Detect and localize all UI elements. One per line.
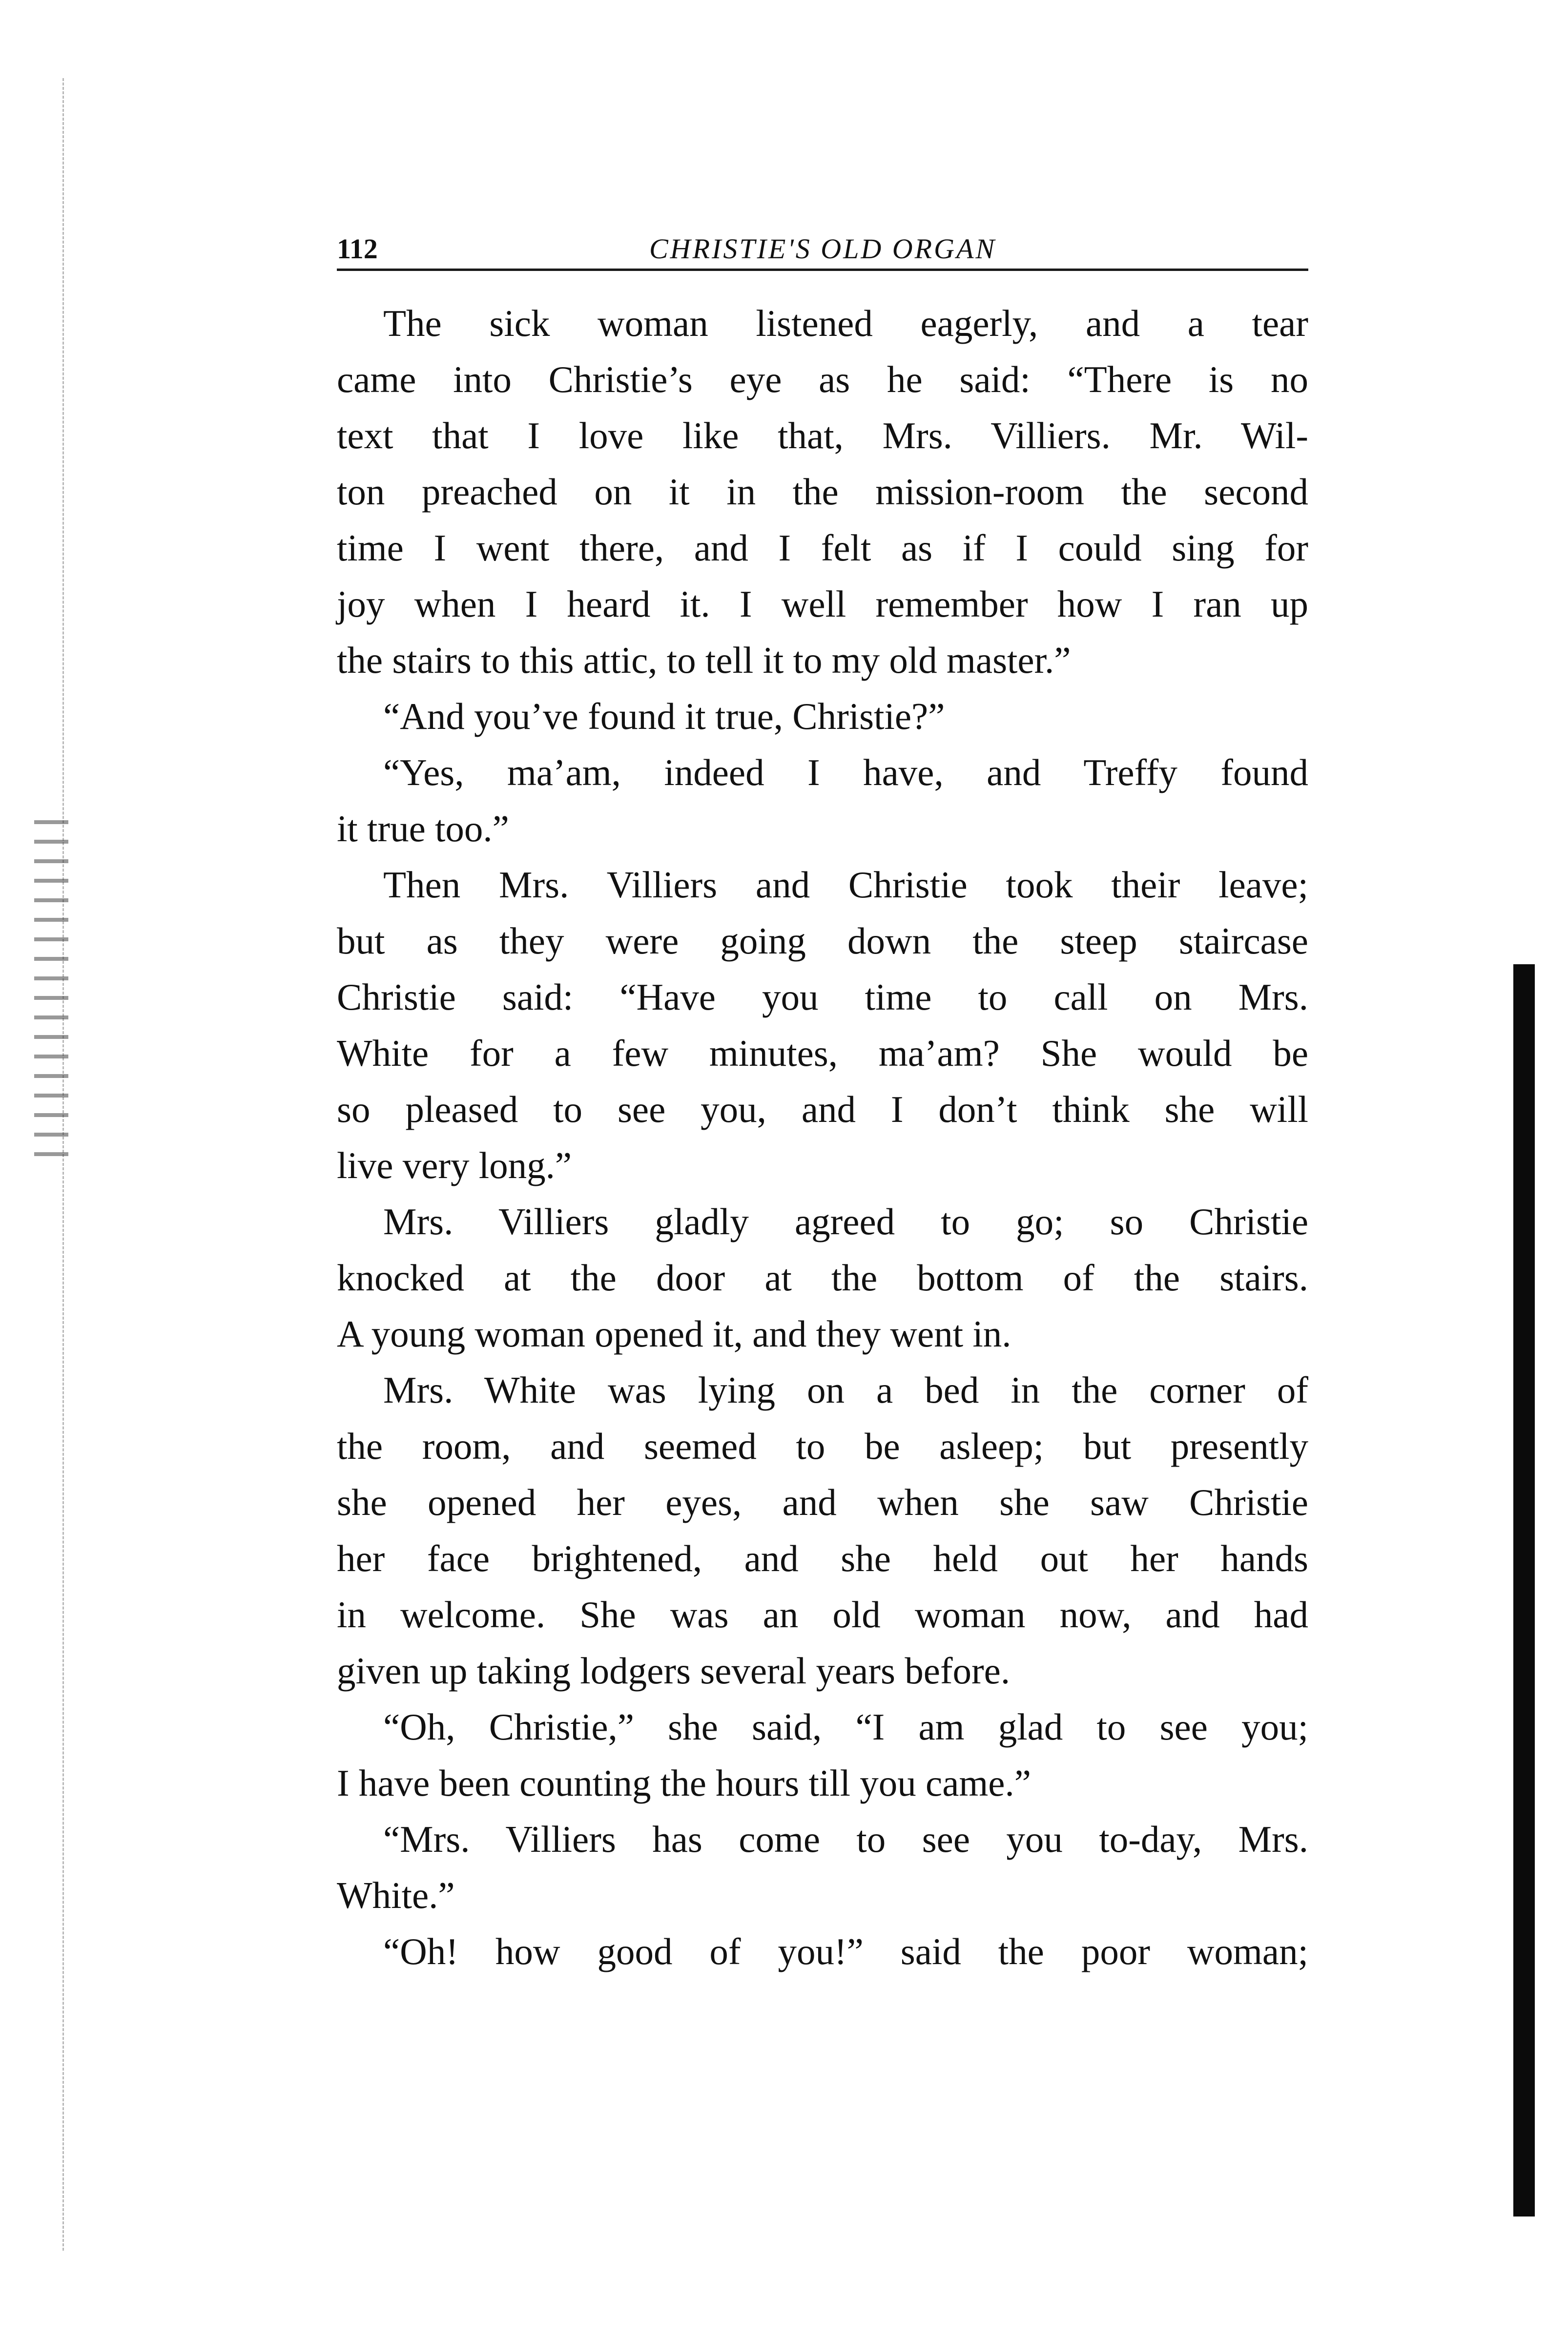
text-line: given up taking lodgers several years before. <box>337 1650 1011 1692</box>
text-line: I have been counting the hours till you came.” <box>337 1762 1031 1804</box>
text-line: it true too.” <box>337 808 509 849</box>
text-line: White.” <box>337 1874 455 1916</box>
text-line: Mrs. Villiers gladly agreed to go; so Christie <box>383 1201 1308 1243</box>
text-line: joy when I heard it. I well remember how I ran up <box>337 583 1308 625</box>
text-line: her face brightened, and she held out her hands <box>337 1537 1308 1579</box>
running-header <box>337 229 1308 271</box>
scan-edge-bar <box>1513 964 1535 2217</box>
text-line: but as they were going down the steep staircase <box>337 920 1308 962</box>
text-line: White for a few minutes, ma’am? She would be <box>337 1032 1308 1074</box>
scan-margin-rule <box>62 78 64 2251</box>
text-line: she opened her eyes, and when she saw Christie <box>337 1481 1308 1523</box>
text-line: live very long.” <box>337 1144 572 1186</box>
text-line: knocked at the door at the bottom of the stairs. <box>337 1257 1308 1299</box>
running-title: CHRISTIE'S OLD ORGAN <box>649 233 997 265</box>
text-line: came into Christie’s eye as he said: “There is no <box>337 358 1308 400</box>
text-line: ton preached on it in the mission-room the second <box>337 471 1308 513</box>
text-line: text that I love like that, Mrs. Villiers. Mr. Wil- <box>337 414 1308 456</box>
text-line: Then Mrs. Villiers and Christie took their leave; <box>383 864 1308 906</box>
scan-margin-specks <box>34 820 68 1162</box>
page-number: 112 <box>337 233 378 265</box>
text-line: “Yes, ma’am, indeed I have, and Treffy found <box>383 751 1308 793</box>
text-line: so pleased to see you, and I don’t think she will <box>337 1088 1308 1130</box>
text-line: time I went there, and I felt as if I could sing for <box>337 527 1308 569</box>
text-line: “Oh! how good of you!” said the poor woman; <box>383 1930 1308 1972</box>
text-line: A young woman opened it, and they went in. <box>337 1313 1011 1355</box>
body-text <box>337 295 1308 1980</box>
text-line: “Mrs. Villiers has come to see you to-day, Mrs. <box>383 1818 1308 1860</box>
text-line: in welcome. She was an old woman now, and had <box>337 1594 1308 1636</box>
text-line: The sick woman listened eagerly, and a tear <box>383 302 1308 344</box>
text-line: Christie said: “Have you time to call on Mrs. <box>337 976 1308 1018</box>
text-line: “And you’ve found it true, Christie?” <box>383 695 945 737</box>
text-line: Mrs. White was lying on a bed in the corner of <box>383 1369 1308 1411</box>
text-line: “Oh, Christie,” she said, “I am glad to see you; <box>383 1706 1308 1748</box>
text-line: the room, and seemed to be asleep; but presently <box>337 1425 1308 1467</box>
text-line: the stairs to this attic, to tell it to my old master.” <box>337 639 1071 681</box>
